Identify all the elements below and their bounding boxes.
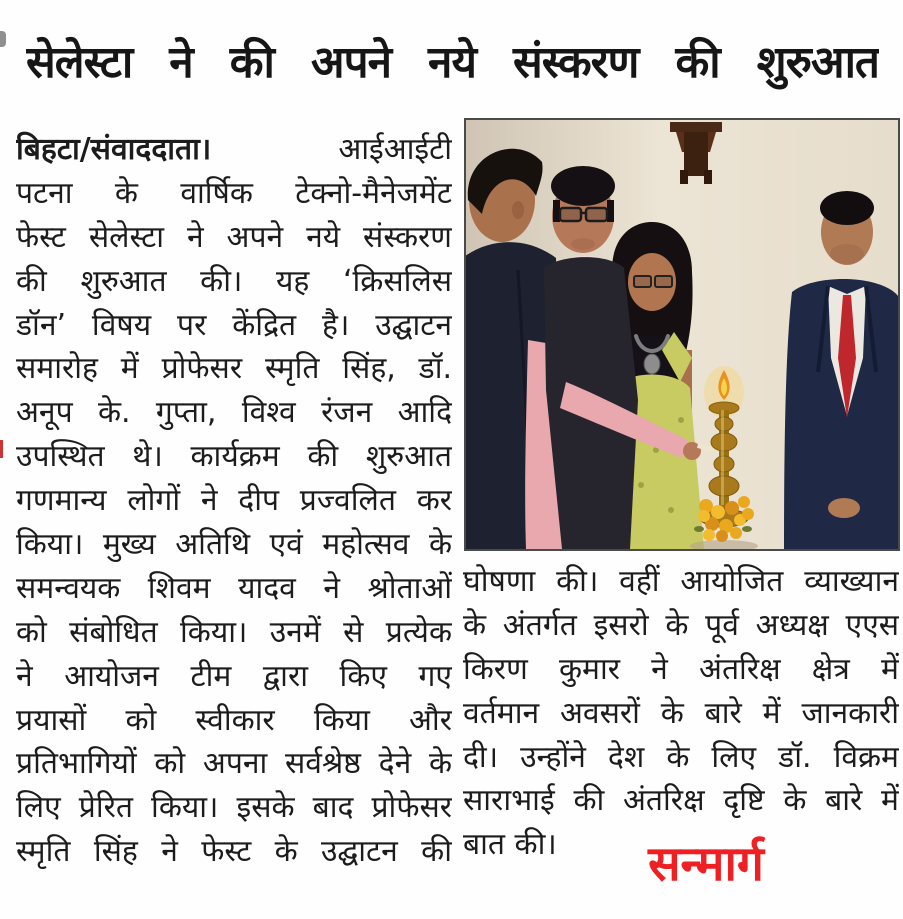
article-line: घोषणा की। वहीं आयोजित व्याख्यान (463, 564, 899, 599)
article-line: वर्तमान अवसरों के बारे में जानकारी (463, 695, 899, 731)
article-line: प्रतिभागियों को अपना सर्वश्रेष्ठ देने के (16, 746, 452, 782)
article-line: समारोह में प्रोफेसर स्मृति सिंह, डॉ. (16, 351, 452, 387)
headline: सेलेस्टा ने की अपने नये संस्करण की शुरुआत (26, 37, 879, 88)
necklace-pendant (644, 354, 660, 374)
article-line: को संबोधित किया। उनमें से प्रत्येक (16, 614, 452, 650)
article-line: साराभाई की अंतरिक्ष दृष्टि के बारे में (463, 783, 899, 819)
article-line: के अंतर्गत इसरो के पूर्व अध्यक्ष एएस (463, 607, 899, 643)
article-line: बात की। (463, 827, 557, 863)
article-line: उपस्थित थे। कार्यक्रम की शुरुआत (16, 439, 452, 475)
article-line: दी। उन्होंने देश के लिए डॉ. विक्रम (463, 739, 899, 775)
ceremony-photo (464, 118, 900, 551)
article-line: पटना के वार्षिक टेक्नो-मैनेजमेंट (16, 175, 452, 211)
scan-artifact (0, 31, 6, 47)
article-line: किरण कुमार ने अंतरिक्ष क्षेत्र में (463, 651, 899, 687)
article-line: गणमान्य लोगों ने दीप प्रज्वलित कर (16, 483, 452, 519)
article-line: प्रयासों को स्वीकार किया और (16, 702, 452, 738)
article-line: फेस्ट सेलेस्टा ने अपने नये संस्करण (16, 219, 452, 255)
article-line: ने आयोजन टीम द्वारा किए गए (16, 658, 452, 694)
article-line: समन्वयक शिवम यादव ने श्रोताओं (16, 570, 452, 606)
article-line: की शुरुआत की। यह ‘क्रिसलिस (16, 263, 452, 299)
eyeglasses (560, 208, 581, 221)
article-line-text: आईआईटी (338, 132, 452, 167)
article-line: डॉन’ विषय पर केंद्रित है। उद्घाटन (16, 307, 452, 343)
scan-artifact (0, 440, 3, 458)
article-line: स्मृति सिंह ने फेस्ट के उद्घाटन की (16, 834, 452, 870)
article-line: किया। मुख्य अतिथि एवं महोत्सव के (16, 527, 452, 563)
lamp-lighting-scene (466, 120, 898, 549)
masthead-sanmarg: सन्मार्ग (648, 836, 764, 892)
article-right-column (463, 560, 899, 867)
article-left-column (16, 128, 452, 874)
article-line (16, 128, 452, 172)
dateline: बिहटा/संवाददाता। (16, 132, 212, 167)
article-line: लिए प्रेरित किया। इसके बाद प्रोफेसर (16, 790, 452, 826)
article-line: अनूप के. गुप्ता, विश्व रंजन आदि (16, 395, 452, 431)
